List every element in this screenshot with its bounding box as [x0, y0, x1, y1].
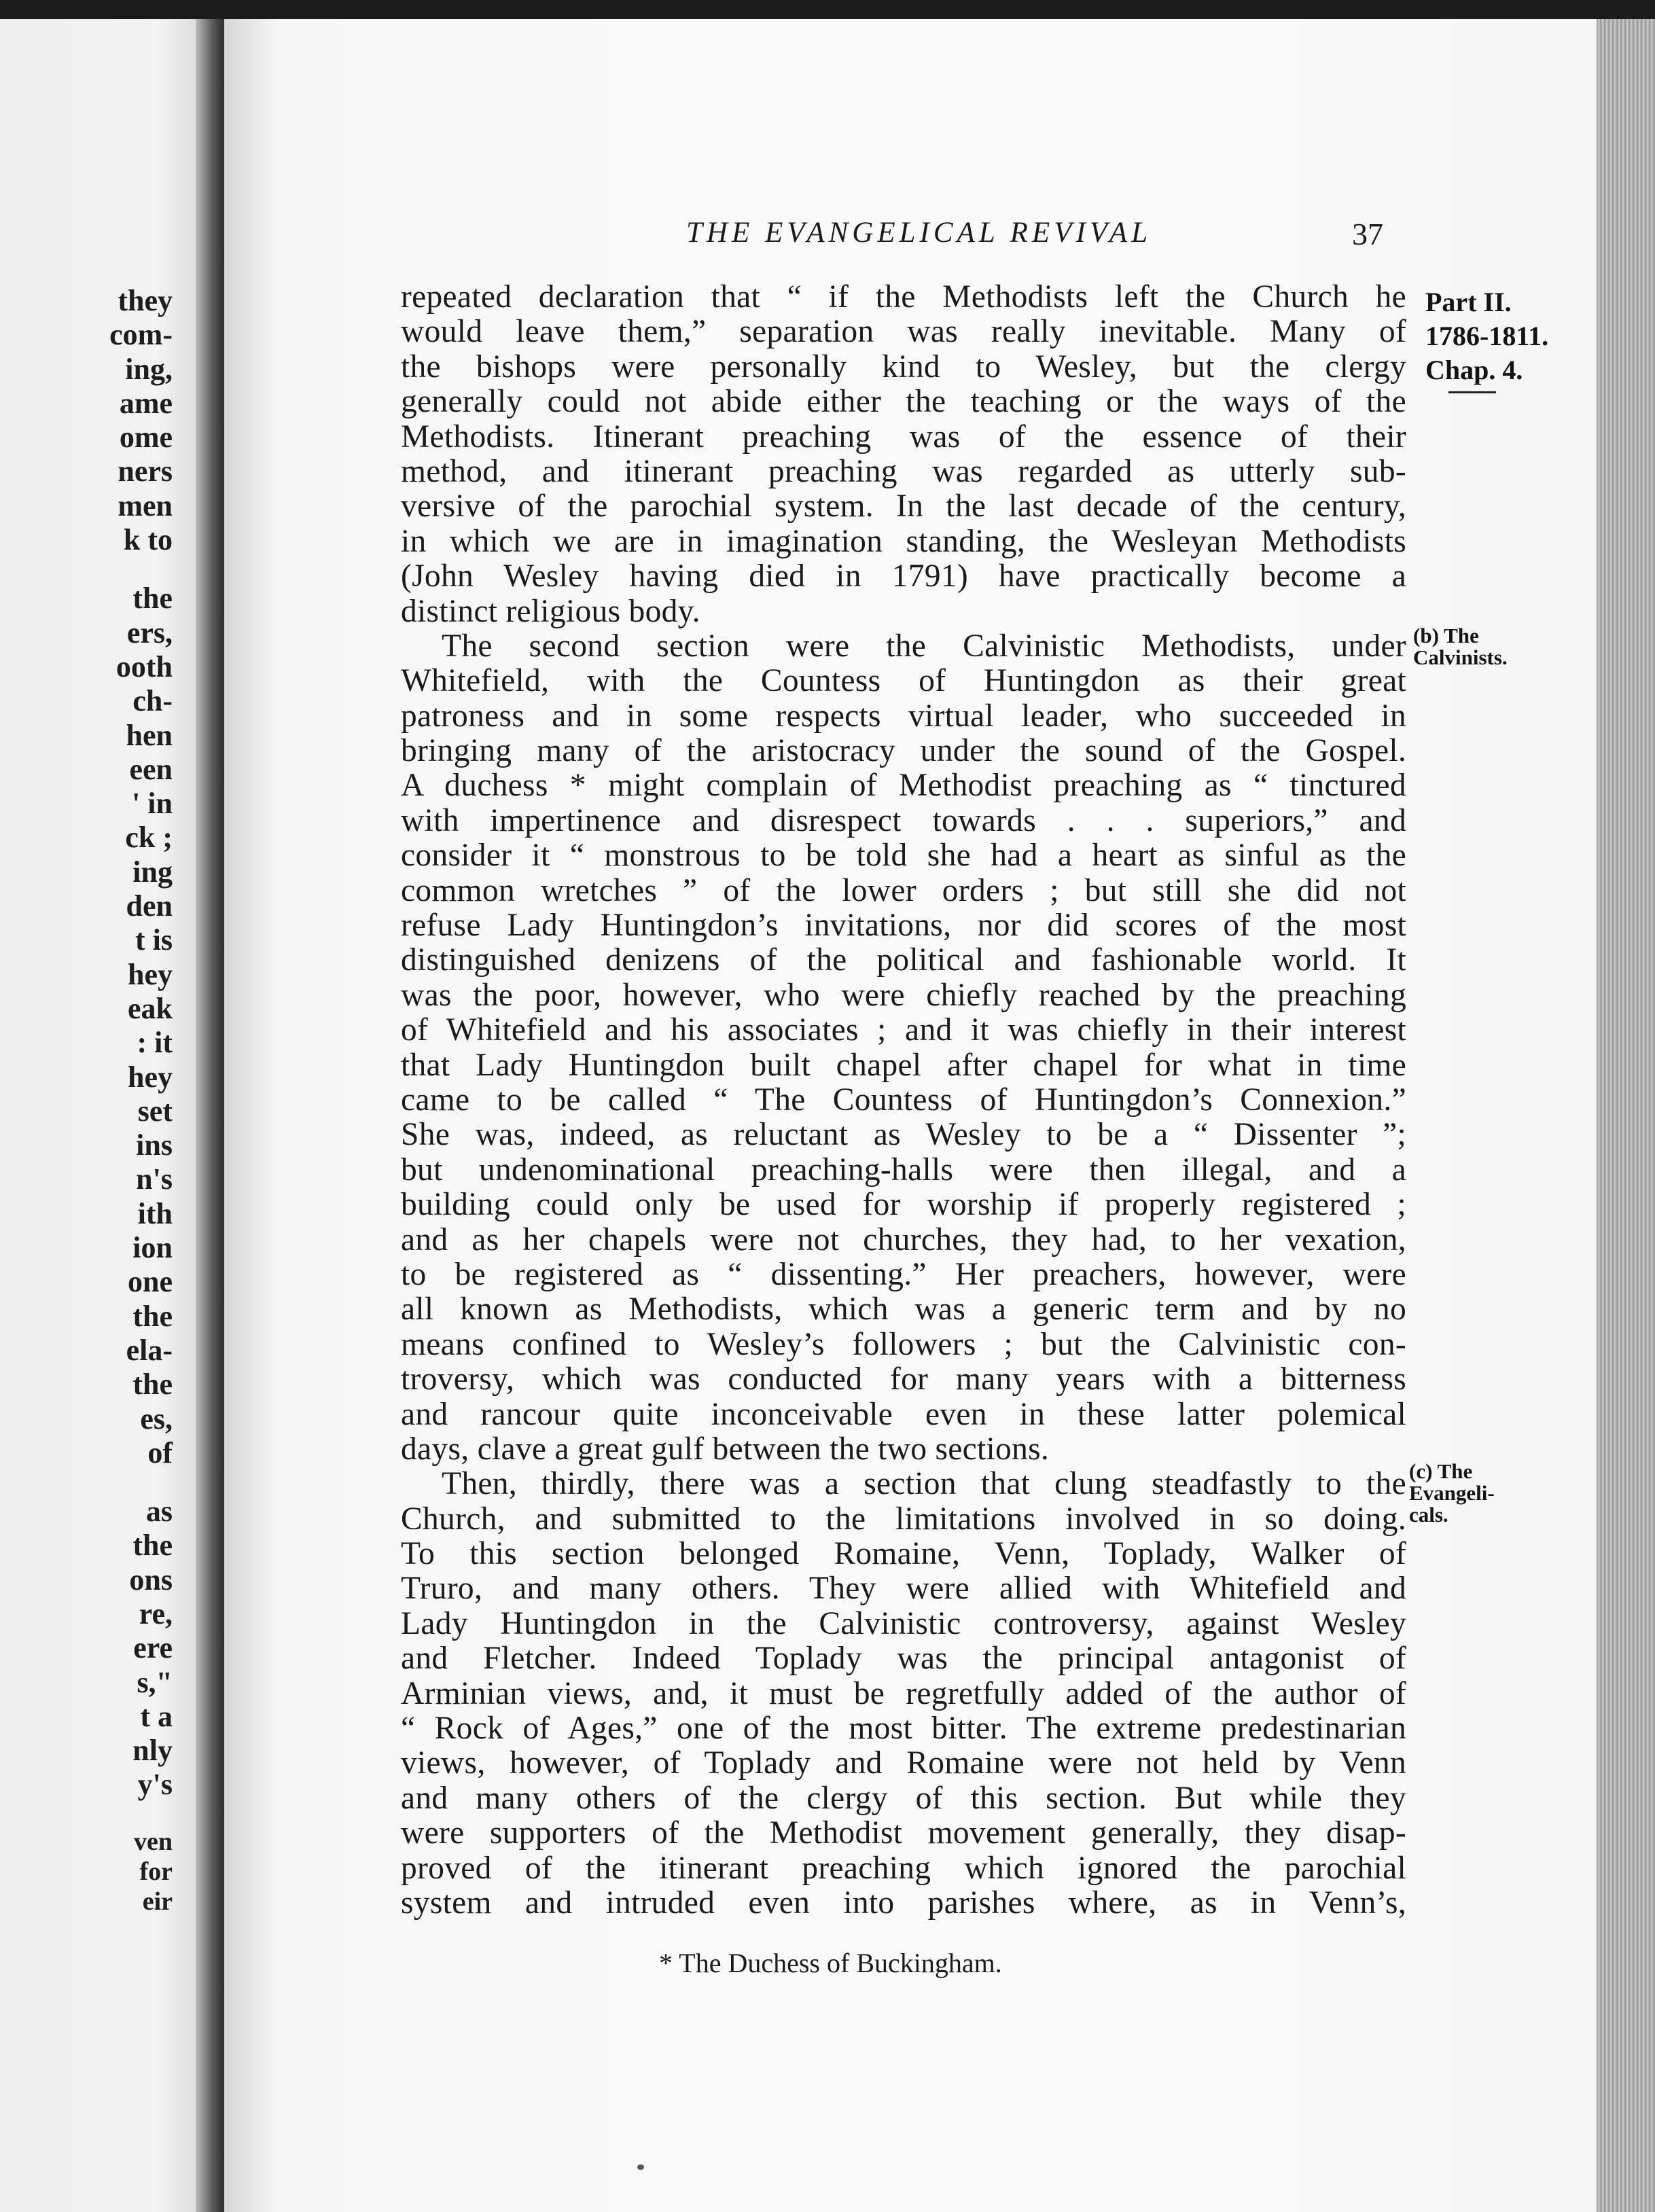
left-page-fragment: t a: [140, 1699, 173, 1733]
left-page-fragment: the: [132, 1529, 173, 1563]
left-page-fragment: they: [118, 284, 173, 317]
body-line: A duchess * might complain of Methodist preaching as “ tinctured: [401, 768, 1406, 804]
left-page-fragment: men: [118, 488, 173, 522]
body-line: that Lady Huntingdon built chapel after chapel for what in time: [401, 1047, 1406, 1083]
left-page-fragment: ome: [119, 421, 173, 454]
body-line: “ Rock of Ages,” one of the most bitter. The extreme predestinarian: [401, 1711, 1406, 1747]
sidenote-part-line: 1786-1811.: [1425, 321, 1549, 351]
left-page-fragment: den: [126, 889, 173, 923]
left-page-fragment: [0, 557, 173, 582]
left-page-fragment: ch-: [132, 684, 173, 718]
left-page-fragment: as: [145, 1495, 173, 1529]
left-page-fragment: ven: [134, 1827, 173, 1856]
body-line: The second section were the Calvinistic Methodists, under: [442, 628, 1406, 664]
body-line: generally could not abide either the teaching or the ways of the: [401, 384, 1406, 420]
body-line: to be registered as “ dissenting.” Her preachers, however, were: [401, 1256, 1406, 1292]
left-page-fragment: of: [147, 1435, 173, 1469]
body-line: Methodists. Itinerant preaching was of the essence of their: [401, 418, 1406, 454]
left-page-fragment: n's: [136, 1162, 173, 1196]
left-page-fragment: y's: [137, 1768, 173, 1802]
body-line: and as her chapels were not churches, they had, to her vexation,: [401, 1221, 1406, 1257]
sidenote-part-line: Chap. 4.: [1425, 355, 1523, 385]
left-page-fragment: es,: [140, 1402, 173, 1435]
body-line: would leave them,” separation was really inevitable. Many of: [401, 314, 1406, 350]
body-line: was the poor, however, who were chiefly reached by the preaching: [401, 977, 1406, 1013]
sidenote-b-line: Calvinists.: [1413, 645, 1508, 669]
body-line: Whitefield, with the Countess of Huntingdon as their great: [401, 663, 1406, 699]
left-page-fragment: s,": [137, 1665, 173, 1699]
body-line: and rancour quite inconceivable even in these latter polemical: [401, 1396, 1406, 1432]
body-line: all known as Methodists, which was a generic term and by no: [401, 1291, 1406, 1327]
left-page-fragment: the: [132, 1299, 173, 1333]
left-page-fragment: ooth: [115, 649, 173, 683]
left-page-fragment: ons: [129, 1563, 173, 1596]
page-number: 37: [1352, 217, 1383, 251]
running-head: THE EVANGELICAL REVIVAL: [686, 217, 1152, 249]
body-line: in which we are in imagination standing, the Wesleyan Methodists: [401, 523, 1406, 559]
left-page-fragment: eir: [142, 1887, 173, 1916]
body-line: Church, and submitted to the limitations involved in so doing.: [401, 1501, 1406, 1537]
left-page-fragment: ' in: [132, 787, 173, 821]
left-page-fragment: ame: [119, 386, 173, 420]
sidenote-c-line: Evangeli-: [1409, 1481, 1495, 1505]
left-page-fragment: ela-: [126, 1333, 173, 1367]
body-line: method, and itinerant preaching was regarded as utterly sub-: [401, 453, 1406, 489]
sidenote-evangelicals: [1409, 1461, 1495, 1526]
left-page-fragment: ers,: [126, 616, 173, 649]
body-line: with impertinence and disrespect towards . . . superiors,” and: [401, 802, 1406, 838]
sidenote-rule: [1448, 391, 1496, 393]
body-line: but undenominational preaching-halls were then illegal, and a: [401, 1152, 1406, 1188]
left-page-fragment: set: [137, 1094, 173, 1128]
left-page-fragment: hey: [128, 1060, 173, 1094]
left-page-fragment: ing: [132, 855, 173, 889]
body-line: To this section belonged Romaine, Venn, Toplady, Walker of: [401, 1536, 1406, 1572]
body-line: the bishops were personally kind to Wesley, but the clergy: [401, 349, 1406, 385]
left-page-text-fragments: [0, 284, 173, 1916]
sidenote-b-line: (b) The: [1413, 624, 1479, 647]
body-line: came to be called “ The Countess of Huntingdon’s Connexion.”: [401, 1082, 1406, 1118]
body-line: versive of the parochial system. In the last decade of the century,: [401, 488, 1406, 524]
body-line: building could only be used for worship if properly registered ;: [401, 1187, 1406, 1223]
left-page-fragment: one: [128, 1265, 173, 1299]
page-stack-edge: [1597, 19, 1655, 2212]
left-page-fragment: [0, 1802, 173, 1827]
body-line: days, clave a great gulf between the two sections.: [401, 1431, 1050, 1467]
body-line: She was, indeed, as reluctant as Wesley to be a “ Dissenter ”;: [401, 1117, 1406, 1153]
sidenote-part-line: Part II.: [1425, 287, 1512, 317]
body-line: views, however, of Toplady and Romaine were not held by Venn: [401, 1745, 1406, 1781]
left-page-fragment: hen: [126, 718, 173, 752]
body-line: of Whitefield and his associates ; and it was chiefly in their interest: [401, 1012, 1406, 1048]
left-page-fragment: hey: [128, 957, 173, 991]
left-page-fragment: com-: [109, 318, 173, 352]
body-line: proved of the itinerant preaching which ignored the parochial: [401, 1850, 1406, 1886]
body-line: repeated declaration that “ if the Methodists left the Church he: [401, 279, 1406, 315]
left-page-fragment: : it: [137, 1026, 173, 1060]
left-page-fragment: een: [129, 752, 173, 786]
sidenote-c-line: (c) The: [1409, 1459, 1473, 1483]
scan-speck: [637, 2164, 644, 2170]
body-line: Arminian views, and, it must be regretfully added of the author of: [401, 1675, 1406, 1711]
left-page-fragment: [0, 1470, 173, 1495]
left-page-fragment: re,: [139, 1596, 173, 1630]
left-page-fragment: ing,: [125, 352, 173, 386]
left-page-fragment: ere: [133, 1631, 173, 1665]
body-line: Lady Huntingdon in the Calvinistic controversy, against Wesley: [401, 1605, 1406, 1641]
body-line: bringing many of the aristocracy under the sound of the Gospel.: [401, 733, 1406, 769]
body-line: common wretches ” of the lower orders ; but still she did not: [401, 872, 1406, 908]
body-line: distinguished denizens of the political and fashionable world. It: [401, 942, 1406, 978]
book-gutter-shadow: [196, 19, 224, 2212]
sidenote-calvinists: [1413, 625, 1508, 668]
left-page-fragment: eak: [128, 991, 173, 1025]
left-page-fragment: ion: [132, 1231, 173, 1265]
left-page-fragment: ners: [118, 454, 173, 488]
body-line: system and intruded even into parishes where, as in Venn’s,: [401, 1885, 1406, 1921]
body-line: means confined to Wesley’s followers ; but the Calvinistic con-: [401, 1326, 1406, 1362]
body-line: and Fletcher. Indeed Toplady was the principal antagonist of: [401, 1641, 1406, 1677]
left-page-fragment: the: [132, 1368, 173, 1402]
body-line: Then, thirdly, there was a section that clung steadfastly to the: [442, 1466, 1406, 1502]
sidenote-part: [1425, 285, 1548, 393]
body-text: [401, 280, 1406, 1921]
body-line: Truro, and many others. They were allied with Whitefield and: [401, 1571, 1406, 1607]
sidenote-c-line: cals.: [1409, 1503, 1448, 1527]
left-page-fragment: k to: [123, 523, 173, 557]
left-page-fragment: for: [139, 1857, 173, 1886]
body-line: troversy, which was conducted for many years with a bitterness: [401, 1361, 1406, 1397]
body-line: and many others of the clergy of this section. But while they: [401, 1780, 1406, 1816]
left-facing-page: [0, 19, 224, 2212]
left-page-fragment: t is: [135, 923, 173, 957]
body-line: consider it “ monstrous to be told she had a heart as sinful as the: [401, 838, 1406, 874]
body-line: refuse Lady Huntingdon’s invitations, nor did scores of the most: [401, 908, 1406, 944]
left-page-fragment: the: [132, 582, 173, 616]
left-page-fragment: ith: [137, 1196, 173, 1230]
left-page-fragment: nly: [132, 1734, 173, 1768]
body-line: distinct religious body.: [401, 593, 700, 629]
footnote: * The Duchess of Buckingham.: [659, 1948, 1002, 1978]
body-line: patroness and in some respects virtual leader, who succeeded in: [401, 698, 1406, 734]
body-line: (John Wesley having died in 1791) have practically become a: [401, 558, 1406, 594]
body-line: were supporters of the Methodist movement generally, they disap-: [401, 1815, 1406, 1851]
left-page-fragment: ck ;: [125, 821, 173, 855]
left-page-fragment: ins: [136, 1128, 173, 1162]
